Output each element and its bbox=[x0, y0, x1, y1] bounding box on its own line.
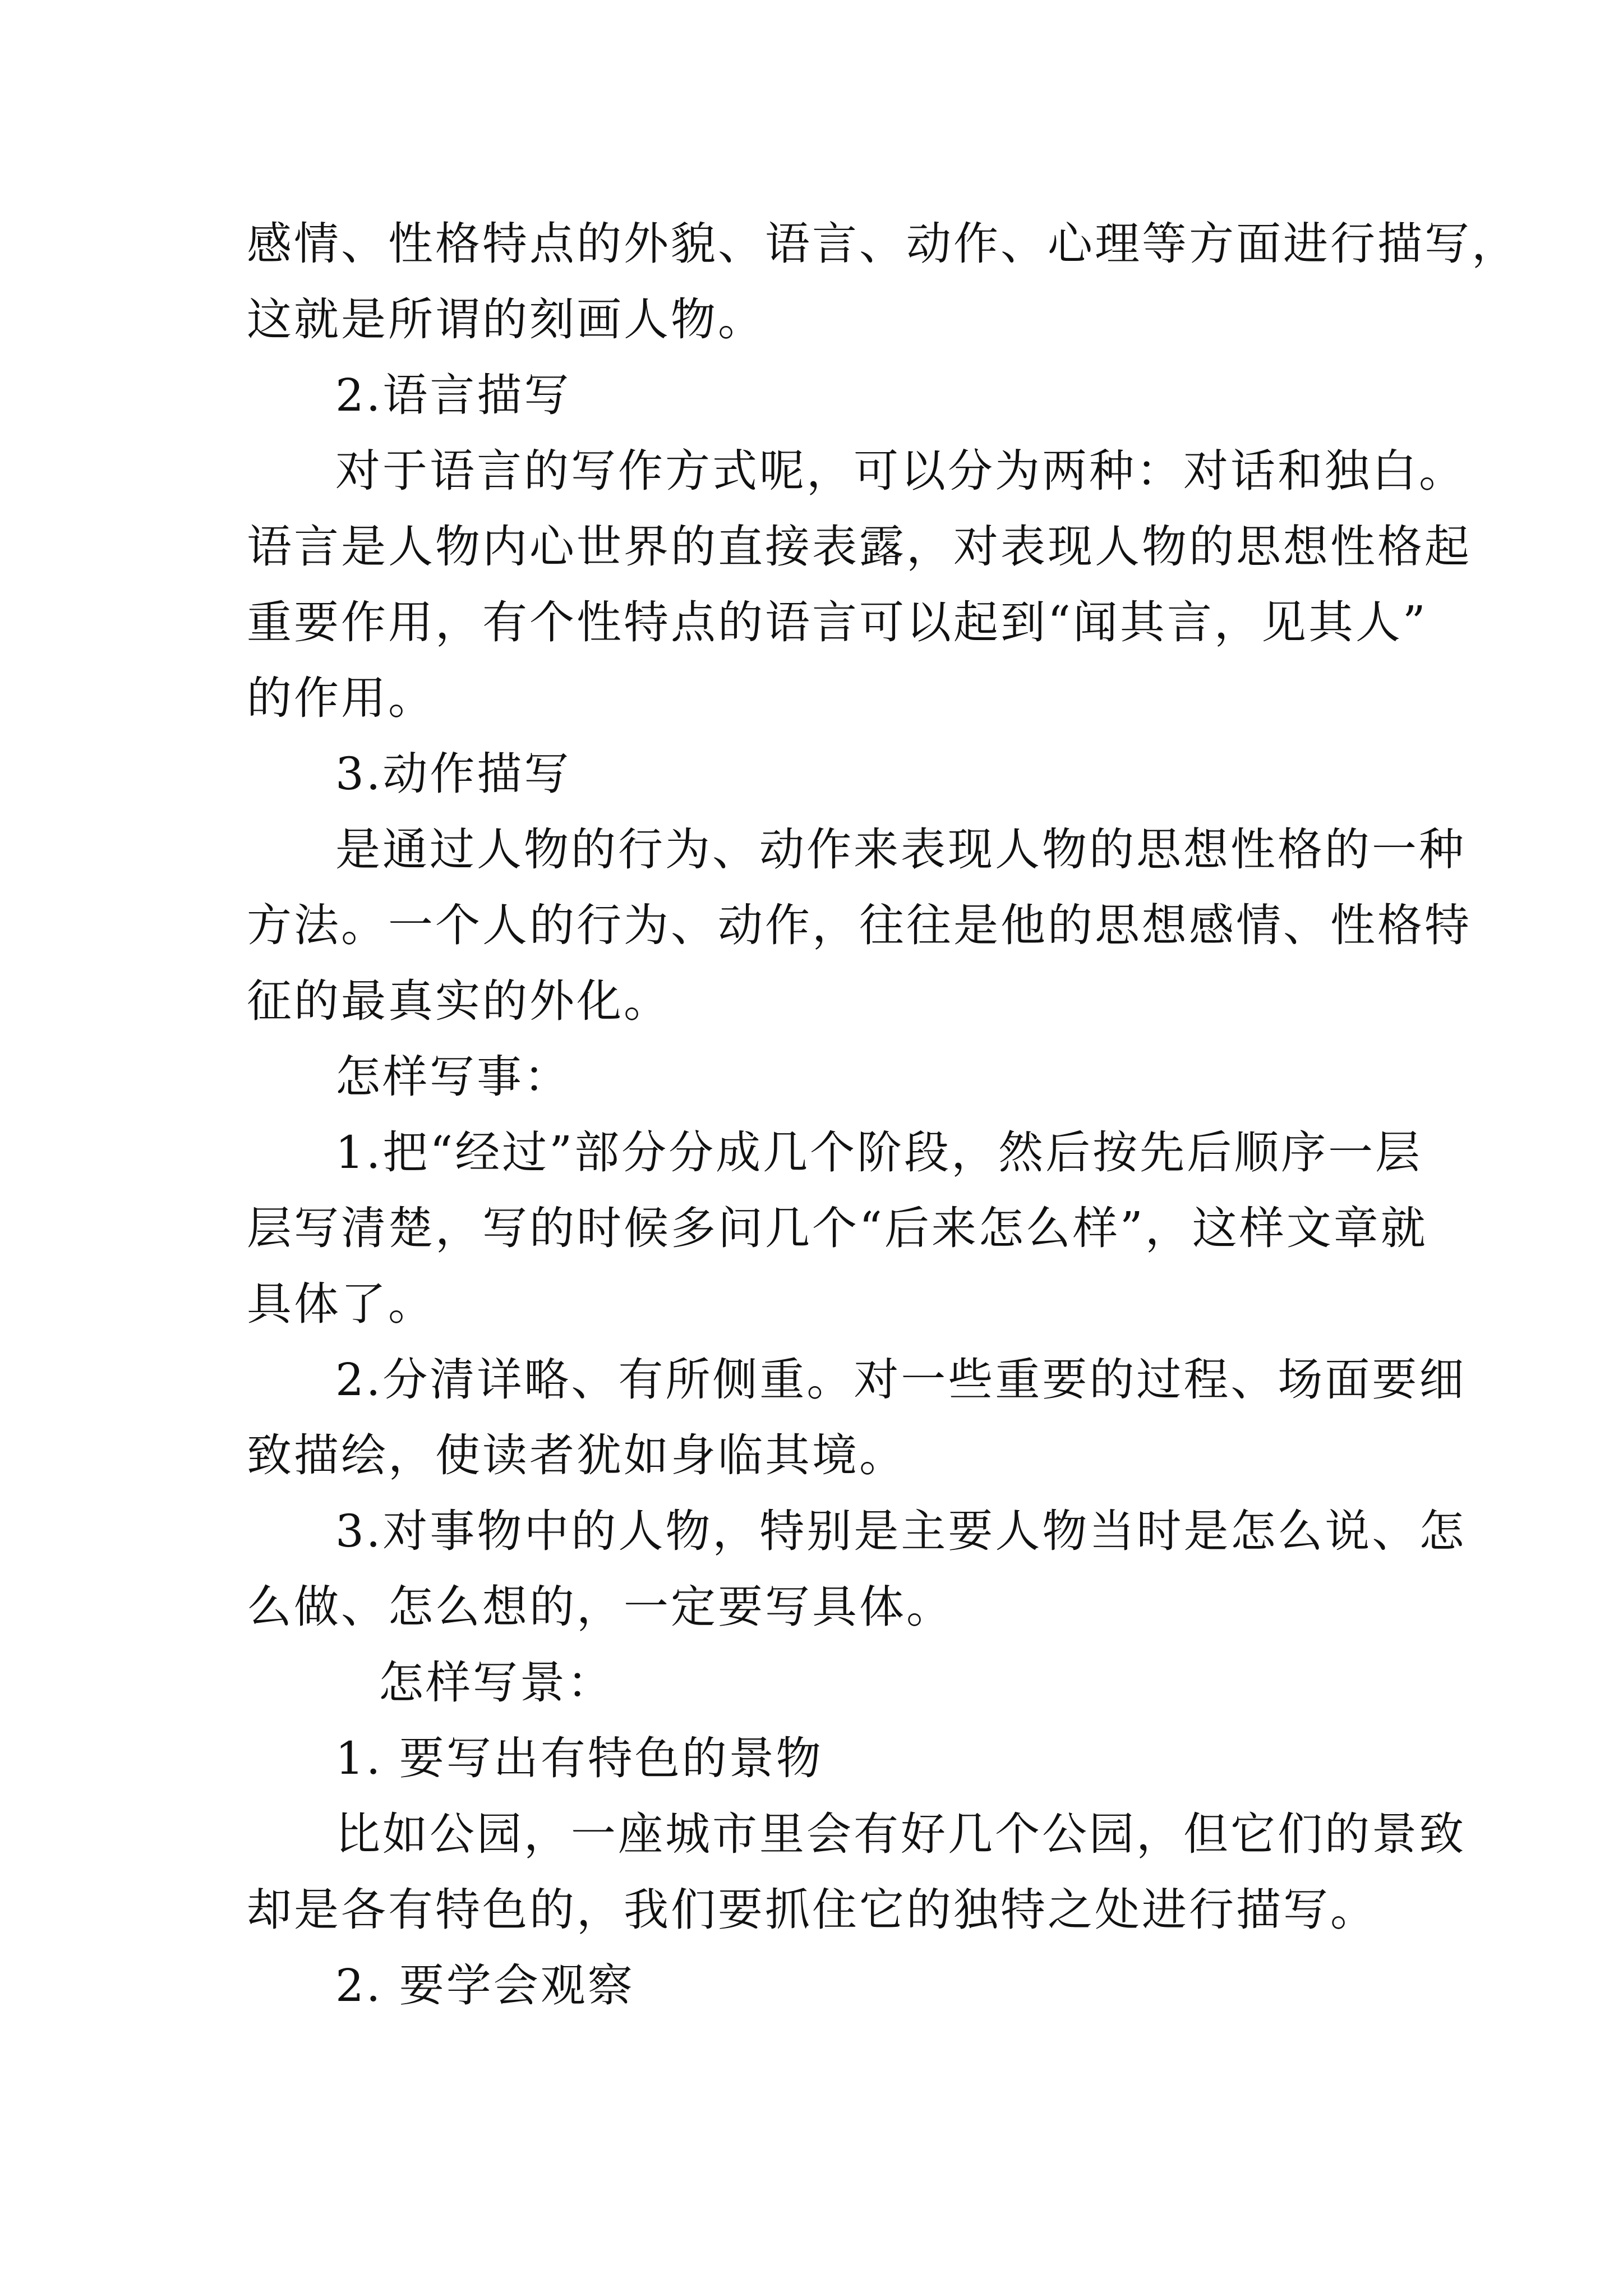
paragraph-line: 是通过人物的行为、动作来表现人物的思想性格的一种 bbox=[335, 823, 1466, 876]
section-heading: 3.动作描写 bbox=[335, 748, 571, 800]
list-item-line: 2.分清详略、有所侧重。对一些重要的过程、场面要细 bbox=[335, 1354, 1467, 1406]
paragraph-line: 么做、怎么想的，一定要写具体。 bbox=[247, 1581, 953, 1633]
section-heading: 怎样写事： bbox=[335, 1051, 571, 1103]
paragraph-line: 却是各有特色的，我们要抓住它的独特之处进行描写。 bbox=[247, 1884, 1377, 1936]
list-item-line: 3.对事物中的人物，特别是主要人物当时是怎么说、怎 bbox=[335, 1505, 1467, 1557]
paragraph-line: 比如公园，一座城市里会有好几个公园，但它们的景致 bbox=[335, 1808, 1466, 1860]
section-heading: 怎样写景： bbox=[379, 1657, 614, 1709]
paragraph-line: 重要作用，有个性特点的语言可以起到“闻其言，见其人” bbox=[247, 596, 1428, 648]
section-heading: 2. 要学会观察 bbox=[335, 1959, 635, 2012]
paragraph-line: 方法。一个人的行为、动作，往往是他的思想感情、性格特 bbox=[247, 899, 1472, 951]
paragraph-line: 的作用。 bbox=[247, 672, 435, 724]
paragraph-line: 这就是所谓的刻画人物。 bbox=[247, 293, 765, 346]
paragraph-line: 对于语言的写作方式呢，可以分为两种：对话和独白。 bbox=[335, 445, 1466, 497]
paragraph-line: 感情、性格特点的外貌、语言、动作、心理等方面进行描写， bbox=[247, 218, 1519, 270]
section-heading: 2.语言描写 bbox=[335, 369, 571, 421]
paragraph-line: 征的最真实的外化。 bbox=[247, 975, 671, 1027]
section-heading: 1. 要写出有特色的景物 bbox=[335, 1732, 823, 1784]
paragraph-line: 具体了。 bbox=[247, 1278, 435, 1330]
paragraph-line: 层写清楚，写的时候多问几个“后来怎么样”，这样文章就 bbox=[247, 1202, 1428, 1254]
list-item-line: 1.把“经过”部分分成几个阶段，然后按先后顺序一层 bbox=[335, 1126, 1423, 1179]
paragraph-line: 致描绘，使读者犹如身临其境。 bbox=[247, 1429, 906, 1481]
paragraph-line: 语言是人物内心世界的直接表露，对表现人物的思想性格起 bbox=[247, 521, 1472, 573]
